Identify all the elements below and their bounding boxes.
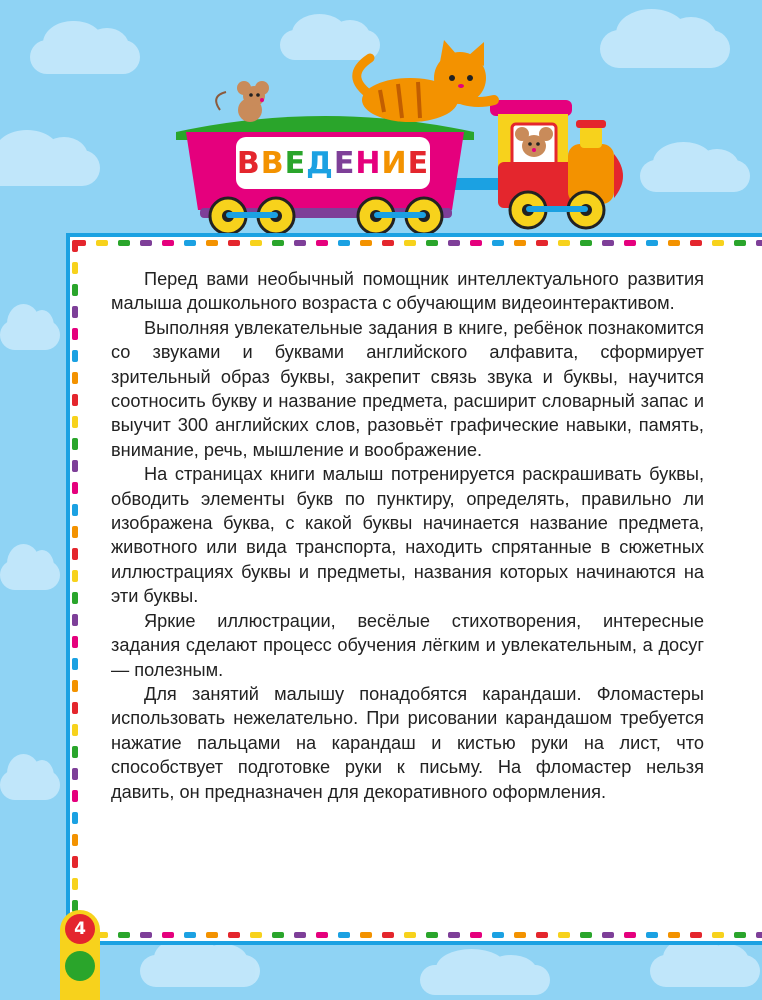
title-letter: Е [284, 145, 307, 181]
cloud [0, 320, 60, 350]
cloud [0, 560, 60, 590]
paragraph: Яркие иллюстрации, весёлые стихотворения, интересные задания сделают процесс обучения лёгким и увлекательным, а досуг — полезным. [111, 610, 704, 680]
page-number: 4 [65, 914, 95, 944]
cloud [0, 770, 60, 800]
mouse-on-wagon-icon [216, 81, 269, 122]
paragraph: На страницах книги малыш потренируется раскрашивать буквы, обводить элементы букв по пунктиру, определять, правильно ли изображена буква, с какой буквы начинается название предмета, животного или вида транспорта, находить спрятанные в сюжетных иллюстрациях буквы и предметы, названия которых начинаются на эти буквы. [111, 464, 704, 607]
title-letter: И [381, 145, 408, 181]
title-letter: Е [407, 145, 430, 181]
stitch-border-top [74, 240, 762, 246]
cloud [650, 955, 760, 987]
paragraph: Для занятий малышу понадобятся карандаши. Фломастеры использовать нежелательно. При рисовании карандашом требуется нажатие пальцами на карандаш и кистью руки на лист, что способствует подготовке руки к письму. На фломастер нельзя давить, он предназначен для декоративного оформления. [111, 683, 704, 802]
paragraph: Перед вами необычный помощник интеллектуального развития малыша дошкольного возраста с обучающим видеоинтерактивом. [111, 269, 704, 314]
paragraph: Выполняя увлекательные задания в книге, ребёнок познакомится со звуками и буквами английского алфавита, сформирует зрительный образ буквы, закрепит связь звука и буквы, научится соотносить букву и название предмета, расширит словарный запас и выучит 300 английских слов, разовьёт графические навыки, память, внимание, речь, мышление и воображение. [111, 317, 704, 460]
green-dot-icon [65, 951, 95, 981]
title-letter: Д [306, 145, 334, 181]
cat-icon [357, 40, 494, 122]
cloud [420, 965, 550, 995]
page-title [236, 137, 430, 189]
intro-text [111, 267, 704, 804]
cloud [140, 955, 260, 987]
stitch-border-left [72, 240, 78, 930]
train-locomotive [490, 100, 623, 228]
title-letter: Е [333, 145, 356, 181]
title-letter: Н [355, 145, 382, 181]
title-letter: В [260, 145, 285, 181]
title-letter: В [236, 145, 261, 181]
stitch-border-bottom [74, 932, 762, 938]
train-illustration [0, 0, 762, 240]
